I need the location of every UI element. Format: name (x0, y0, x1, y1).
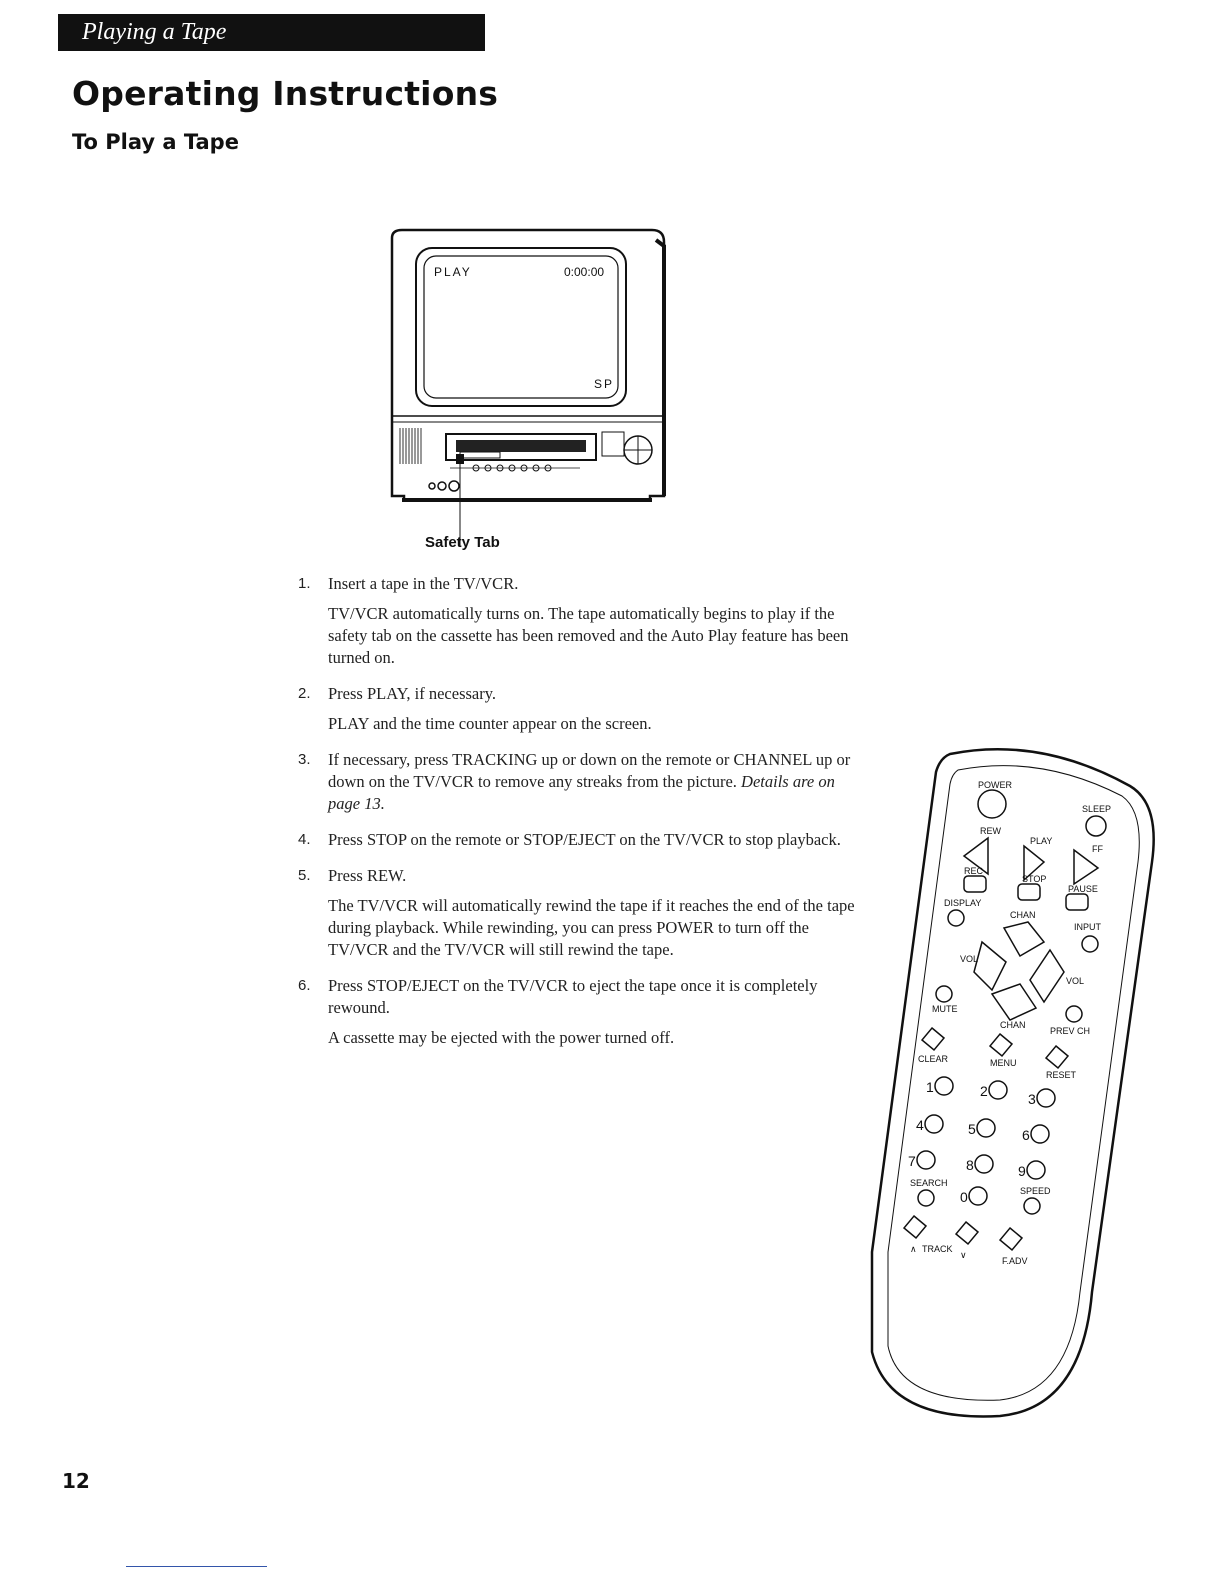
digit-3-button (1037, 1089, 1055, 1107)
remote-label-display: DISPLAY (944, 898, 982, 908)
remote-digit-9: 9 (1018, 1163, 1026, 1179)
step-number: 4. (298, 831, 311, 848)
screen-counter-text: 0:00:00 (564, 265, 605, 279)
sleep-button (1086, 816, 1106, 836)
remote-body (872, 749, 1154, 1416)
remote-label-stop: STOP (1022, 874, 1047, 884)
remote-label-reset: RESET (1046, 1070, 1077, 1080)
instruction-steps (298, 573, 858, 1063)
step-number: 1. (298, 575, 311, 592)
step-number: 3. (298, 751, 311, 768)
step-instruction: Press STOP on the remote or STOP/EJECT on the TV/VCR to stop playback. (328, 830, 841, 849)
safety-tab-label: Safety Tab (425, 534, 500, 551)
digit-0-button (969, 1187, 987, 1205)
stop-button (1018, 884, 1040, 900)
remote-label-rec: REC (964, 866, 984, 876)
mute-button (936, 986, 952, 1002)
pause-button (1066, 894, 1088, 910)
step-item (298, 749, 858, 815)
step-detail: The TV/VCR will automatically rewind the tape if it reaches the end of the tape during playback. While rewinding, you can press POWER to turn off the TV/VCR and the TV/VCR will still rewind the tape. (328, 896, 855, 959)
remote-label-search: SEARCH (910, 1178, 948, 1188)
power-button (978, 790, 1006, 818)
step-item (298, 573, 858, 669)
remote-label-fadv: F.ADV (1002, 1256, 1028, 1266)
digit-2-button (989, 1081, 1007, 1099)
page-number: 12 (62, 1469, 90, 1493)
remote-label-chan-down: CHAN (1000, 1020, 1026, 1030)
search-button (918, 1190, 934, 1206)
step-instruction: Insert a tape in the TV/VCR. (328, 574, 519, 593)
remote-label-menu: MENU (990, 1058, 1017, 1068)
page-title: Operating Instructions (72, 74, 499, 113)
step-item (298, 683, 858, 735)
input-button (1082, 936, 1098, 952)
remote-control-illustration (860, 732, 1160, 1422)
section-title: To Play a Tape (72, 130, 239, 154)
section-header-tab: Playing a Tape (58, 14, 485, 51)
remote-digit-4: 4 (916, 1117, 924, 1133)
remote-digit-6: 6 (1022, 1127, 1030, 1143)
step-instruction (328, 749, 858, 815)
speed-button (1024, 1198, 1040, 1214)
remote-label-ff: FF (1092, 844, 1103, 854)
step-detail: TV/VCR automatically turns on. The tape automatically begins to play if the safety tab on the cassette has been removed and the Auto Play feature has been turned on. (328, 604, 849, 667)
remote-label-prev-ch: PREV CH (1050, 1026, 1091, 1036)
remote-label-vol-left: VOL (960, 954, 979, 964)
remote-label-mute: MUTE (932, 1004, 958, 1014)
digit-9-button (1027, 1161, 1045, 1179)
remote-label-power: POWER (978, 780, 1013, 790)
step-number: 6. (298, 977, 311, 994)
digit-1-button (935, 1077, 953, 1095)
remote-label-sleep: SLEEP (1082, 804, 1112, 814)
digit-5-button (977, 1119, 995, 1137)
remote-digit-2: 2 (980, 1083, 988, 1099)
remote-label-track-up: ∧ (910, 1244, 917, 1254)
remote-label-speed: SPEED (1020, 1186, 1051, 1196)
tv-vcr-illustration (380, 224, 680, 554)
remote-digit-7: 7 (908, 1153, 916, 1169)
remote-label-chan-up: CHAN (1010, 910, 1036, 920)
step-item (298, 829, 858, 851)
display-button (948, 910, 964, 926)
step-instruction: Press PLAY, if necessary. (328, 684, 497, 703)
screen-speed-text: SP (594, 377, 615, 391)
rec-button (964, 876, 986, 892)
screen-mode-text: PLAY (434, 265, 472, 279)
remote-digit-5: 5 (968, 1121, 976, 1137)
remote-label-track: TRACK (922, 1244, 953, 1254)
remote-label-clear: CLEAR (918, 1054, 949, 1064)
step-instruction: Press STOP/EJECT on the TV/VCR to eject the tape once it is completely rewound. (328, 976, 818, 1017)
remote-label-pause: PAUSE (1068, 884, 1098, 894)
safety-tab-marker (456, 454, 464, 464)
step-item (298, 865, 858, 961)
remote-digit-0: 0 (960, 1189, 968, 1205)
step-instruction: Press REW. (328, 866, 407, 885)
step-number: 5. (298, 867, 311, 884)
page-reference: Details are on page 13. (328, 772, 835, 813)
remote-label-play: PLAY (1030, 836, 1053, 846)
digit-8-button (975, 1155, 993, 1173)
step-detail: PLAY and the time counter appear on the screen. (328, 714, 652, 733)
step-item (298, 975, 858, 1049)
step-detail: A cassette may be ejected with the power turned off. (328, 1028, 675, 1047)
prev-ch-button (1066, 1006, 1082, 1022)
remote-label-input: INPUT (1074, 922, 1101, 932)
step-instruction-text: If necessary, press TRACKING up or down on the remote or CHANNEL up or down on the TV/VCR to remove any streaks from the picture. (328, 750, 851, 791)
remote-label-track-down: ∨ (960, 1250, 967, 1260)
remote-label-rew: REW (980, 826, 1001, 836)
remote-digit-8: 8 (966, 1157, 974, 1173)
digit-6-button (1031, 1125, 1049, 1143)
footer-rule (126, 1566, 267, 1567)
remote-digit-3: 3 (1028, 1091, 1036, 1107)
remote-label-vol-right: VOL (1066, 976, 1085, 986)
digit-4-button (925, 1115, 943, 1133)
remote-digit-1: 1 (926, 1079, 934, 1095)
digit-7-button (917, 1151, 935, 1169)
step-number: 2. (298, 685, 311, 702)
